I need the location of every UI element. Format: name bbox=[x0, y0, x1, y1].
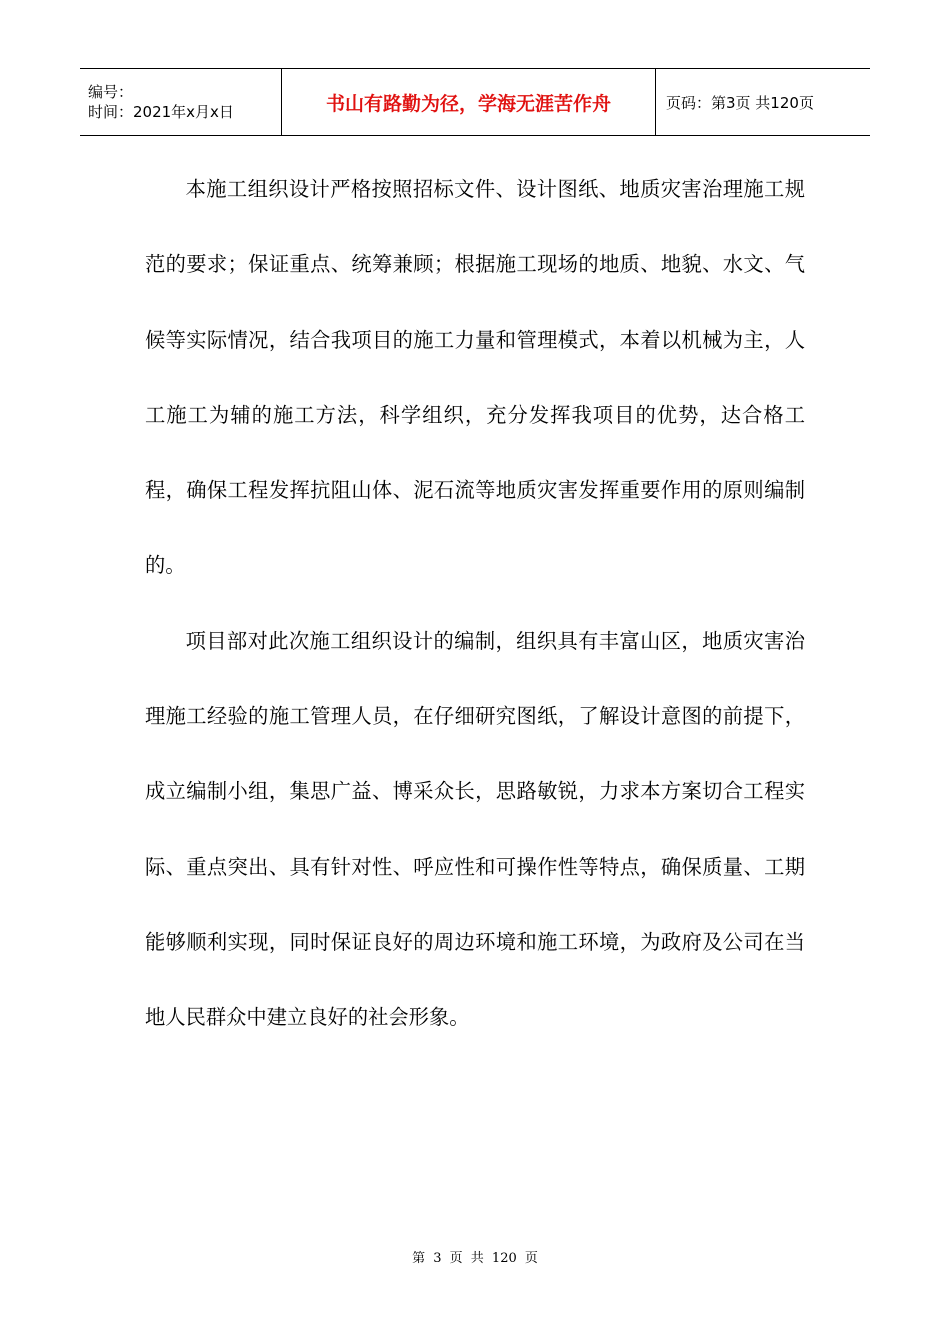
header-meta bbox=[80, 69, 282, 135]
paragraph-1: 本施工组织设计严格按照招标文件、设计图纸、地质灾害治理施工规范的要求；保证重点、统筹兼顾；根据施工现场的地质、地貌、水文、气候等实际情况，结合我项目的施工力量和管理模式，本着以机械为主，人工施工为辅的施工方法，科学组织，充分发挥我项目的优势，达合格工程，确保工程发挥抗阻山体、泥石流等地质灾害发挥重要作用的原则编制的。 bbox=[145, 177, 805, 578]
document-date: 时间：2021年x月x日 bbox=[88, 103, 234, 121]
header-page-info: 页码：第3页 共120页 bbox=[666, 93, 814, 112]
page-footer: 第 3 页 共 120 页 bbox=[412, 1251, 538, 1266]
document-body bbox=[145, 152, 805, 1056]
header-motto: 书山有路勤为径，学海无涯苦作舟 bbox=[282, 69, 656, 135]
document-number-label: 编号： bbox=[88, 83, 134, 101]
page-header bbox=[80, 68, 870, 136]
paragraph-2: 项目部对此次施工组织设计的编制，组织具有丰富山区，地质灾害治理施工经验的施工管理人员，在仔细研究图纸，了解设计意图的前提下，成立编制小组，集思广益、博采众长，思路敏锐，力求本方案切合工程实际、重点突出、具有针对性、呼应性和可操作性等特点，确保质量、工期能够顺利实现，同时保证良好的周边环境和施工环境，为政府及公司在当地人民群众中建立良好的社会形象。 bbox=[145, 628, 805, 1030]
